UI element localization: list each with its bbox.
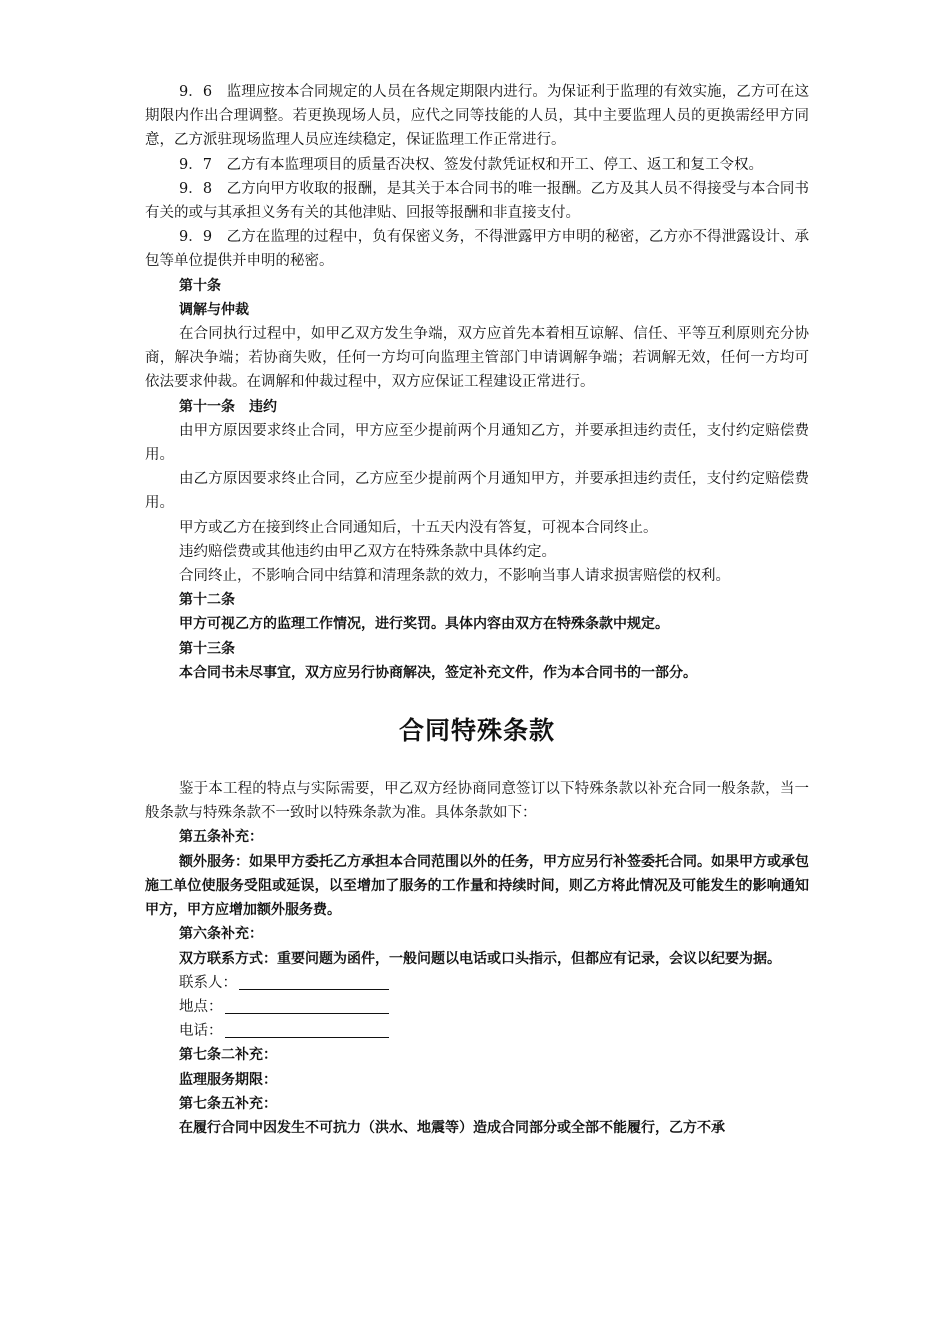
article-11-paragraph: 合同终止，不影响合同中结算和清理条款的效力，不影响当事人请求损害赔偿的权利。 [179,568,730,585]
special-7-2-heading: 第七条二补充： [179,1047,277,1064]
special-6-body: 双方联系方式：重要问题为函件，一般问题以电话或口头指示，但都应有记录，会议以纪要为据。 [179,950,781,967]
special-7-2-body: 监理服务期限： [179,1071,277,1088]
special-5-heading: 第五条补充： [179,829,263,846]
address-blank-line[interactable] [225,999,389,1014]
article-11-paragraph: 由甲方原因要求终止合同，甲方应至少提前两个月通知乙方，并要承担违约责任，支付约定赔偿费用。 [145,422,809,464]
special-5-body: 额外服务：如果甲方委托乙方承担本合同范围以外的任务，甲方应另行补签委托合同。如果甲方或承包施工单位使服务受阻或延误，以至增加了服务的工作量和持续时间，则乙方将此情况及可能发生的影响通知甲方，甲方应增加额外服务费。 [145,853,809,919]
clause-9-6: 9．6 监理应按本合同规定的人员在各规定期限内进行。为保证利于监理的有效实施，乙方可在这期限内作出合理调整。若更换现场人员，应代之同等技能的人员，其中主要监理人员的更换需经甲方同意，乙方派驻现场监理人员应连续稳定，保证监理工作正常进行。 [145,84,809,149]
address-label: 地点： [179,998,223,1015]
contact-label: 联系人： [179,974,237,991]
article-13-heading: 第十三条 [179,640,235,657]
special-terms-title: 合同特殊条款 [398,716,555,746]
contact-row [145,971,809,995]
article-11-heading: 第十一条 违约 [179,398,277,415]
phone-row [145,1019,809,1043]
article-10-body: 在合同执行过程中，如甲乙双方发生争端，双方应首先本着相互谅解、信任、平等互利原则充分协商，解决争端；若协商失败，任何一方均可向监理主管部门申请调解争端；若调解无效，任何一方均可依法要求仲裁。在调解和仲裁过程中，双方应保证工程建设正常进行。 [145,326,809,391]
article-11-paragraph: 甲方或乙方在接到终止合同通知后，十五天内没有答复，可视本合同终止。 [179,519,658,536]
document-page [145,80,809,1140]
special-intro: 鉴于本工程的特点与实际需要，甲乙双方经协商同意签订以下特殊条款以补充合同一般条款，当一般条款与特殊条款不一致时以特殊条款为准。具体条款如下： [145,781,809,822]
address-row [145,995,809,1019]
article-11-paragraph: 由乙方原因要求终止合同，乙方应至少提前两个月通知甲方，并要承担违约责任，支付约定赔偿费用。 [145,471,809,512]
article-12-body: 甲方可视乙方的监理工作情况，进行奖罚。具体内容由双方在特殊条款中规定。 [179,616,669,633]
article-12-heading: 第十二条 [179,592,235,609]
article-10-subheading: 调解与仲裁 [179,301,249,318]
phone-blank-line[interactable] [225,1023,389,1038]
article-13-body: 本合同书未尽事宜，双方应另行协商解决，签定补充文件，作为本合同书的一部分。 [179,664,697,681]
article-11-paragraph: 违约赔偿费或其他违约由甲乙双方在特殊条款中具体约定。 [179,543,556,560]
article-10-heading: 第十条 [179,277,221,294]
special-6-heading: 第六条补充： [179,926,263,943]
clause-9-7: 9．7 乙方有本监理项目的质量否决权、签发付款凭证权和开工、停工、返工和复工令权。 [179,156,763,173]
special-7-5-heading: 第七条五补充： [179,1095,277,1112]
special-7-5-body: 在履行合同中因发生不可抗力（洪水、地震等）造成合同部分或全部不能履行，乙方不承 [179,1119,725,1136]
phone-label: 电话： [179,1023,223,1040]
contact-blank-line[interactable] [239,975,389,990]
clause-9-9: 9．9 乙方在监理的过程中，负有保密义务，不得泄露甲方申明的秘密，乙方亦不得泄露设计、承包等单位提供并申明的秘密。 [145,229,809,270]
clause-9-8: 9．8 乙方向甲方收取的报酬，是其关于本合同书的唯一报酬。乙方及其人员不得接受与本合同书有关的或与其承担义务有关的其他津贴、回报等报酬和非直接支付。 [145,180,809,222]
